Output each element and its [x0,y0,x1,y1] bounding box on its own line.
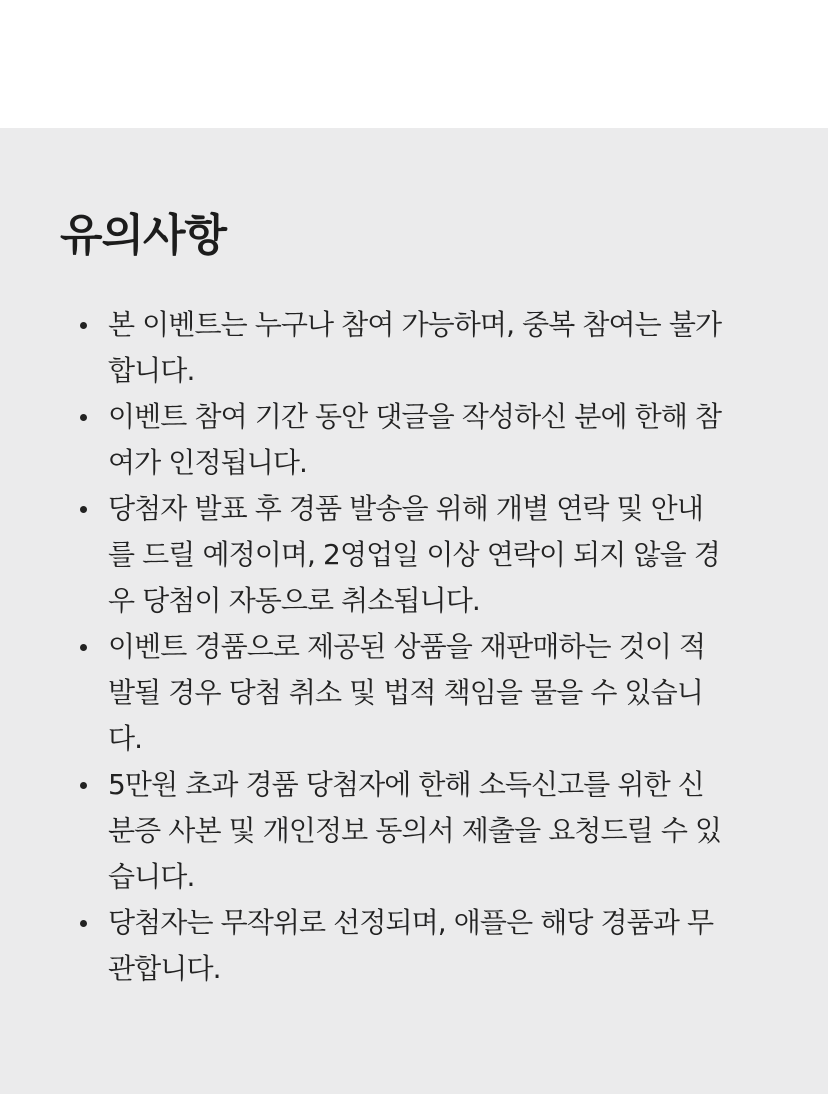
notice-item-text: 당첨자 발표 후 경품 발송을 위해 개별 연락 및 안내를 드릴 예정이며, 2영업일 이상 연락이 되지 않을 경우 당첨이 자동으로 취소됩니다. [108,492,720,617]
notice-item-text: 당첨자는 무작위로 선정되며, 애플은 해당 경품과 무관합니다. [108,906,714,985]
bullet-icon [80,322,87,329]
notice-item [60,302,724,394]
bullet-icon [80,920,87,927]
top-blank-area [0,0,828,128]
bullet-icon [80,414,87,421]
notice-item-text: 5만원 초과 경품 당첨자에 한해 소득신고를 위한 신분증 사본 및 개인정보 동의서 제출을 요청드릴 수 있습니다. [108,768,722,893]
notice-item [60,624,724,762]
notice-item-text: 본 이벤트는 누구나 참여 가능하며, 중복 참여는 불가합니다. [108,308,722,387]
notice-item [60,394,724,486]
notice-title: 유의사항 [60,210,227,261]
notice-item [60,486,724,624]
bullet-icon [80,644,87,651]
notice-list [60,302,768,992]
bullet-icon [80,782,87,789]
notice-item-text: 이벤트 참여 기간 동안 댓글을 작성하신 분에 한해 참여가 인정됩니다. [108,400,722,479]
notice-section [0,128,828,1094]
notice-item [60,762,724,900]
bullet-icon [80,506,87,513]
notice-item-text: 이벤트 경품으로 제공된 상품을 재판매하는 것이 적발될 경우 당첨 취소 및 법적 책임을 물을 수 있습니다. [108,630,706,755]
notice-item [60,900,724,992]
